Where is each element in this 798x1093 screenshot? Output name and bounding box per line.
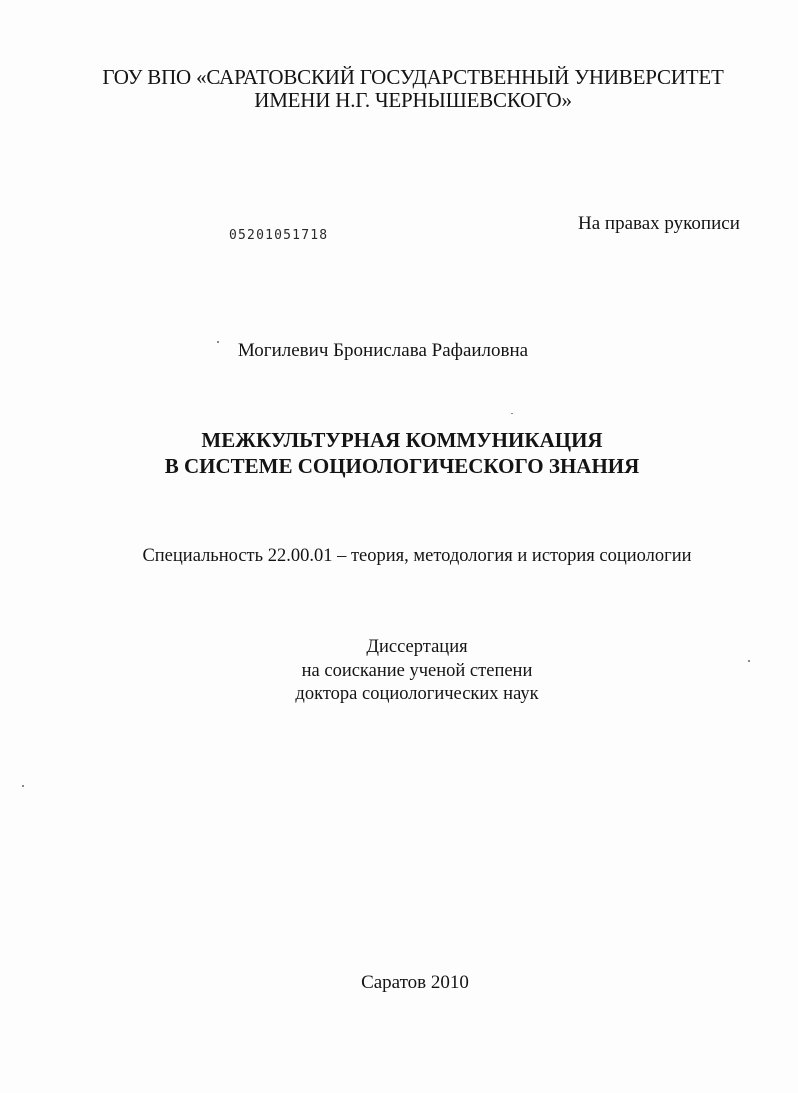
dissertation-line-2: на соискание ученой степени [301, 661, 533, 681]
specialty-line: Специальность 22.00.01 – теория, методология и история социологии [142, 546, 692, 566]
scan-speck [22, 785, 24, 787]
institution-line-1: ГОУ ВПО «САРАТОВСКИЙ ГОСУДАРСТВЕННЫЙ УНИВЕРСИТЕТ [102, 65, 724, 89]
scan-speck [511, 413, 513, 414]
city-year: Саратов 2010 [361, 972, 469, 993]
manuscript-note: На правах рукописи [578, 213, 740, 234]
stamp-number: 05201051718 [229, 228, 329, 243]
dissertation-line-1: Диссертация [366, 637, 468, 657]
institution-line-2: ИМЕНИ Н.Г. ЧЕРНЫШЕВСКОГО» [254, 88, 572, 112]
author-name: Могилевич Бронислава Рафаиловна [237, 340, 529, 361]
title-line-1: МЕЖКУЛЬТУРНАЯ КОММУНИКАЦИЯ [201, 428, 603, 452]
scan-speck [748, 660, 750, 662]
title-line-2: В СИСТЕМЕ СОЦИОЛОГИЧЕСКОГО ЗНАНИЯ [164, 454, 640, 478]
dissertation-line-3: доктора социологических наук [295, 684, 539, 704]
scan-speck [217, 341, 219, 343]
